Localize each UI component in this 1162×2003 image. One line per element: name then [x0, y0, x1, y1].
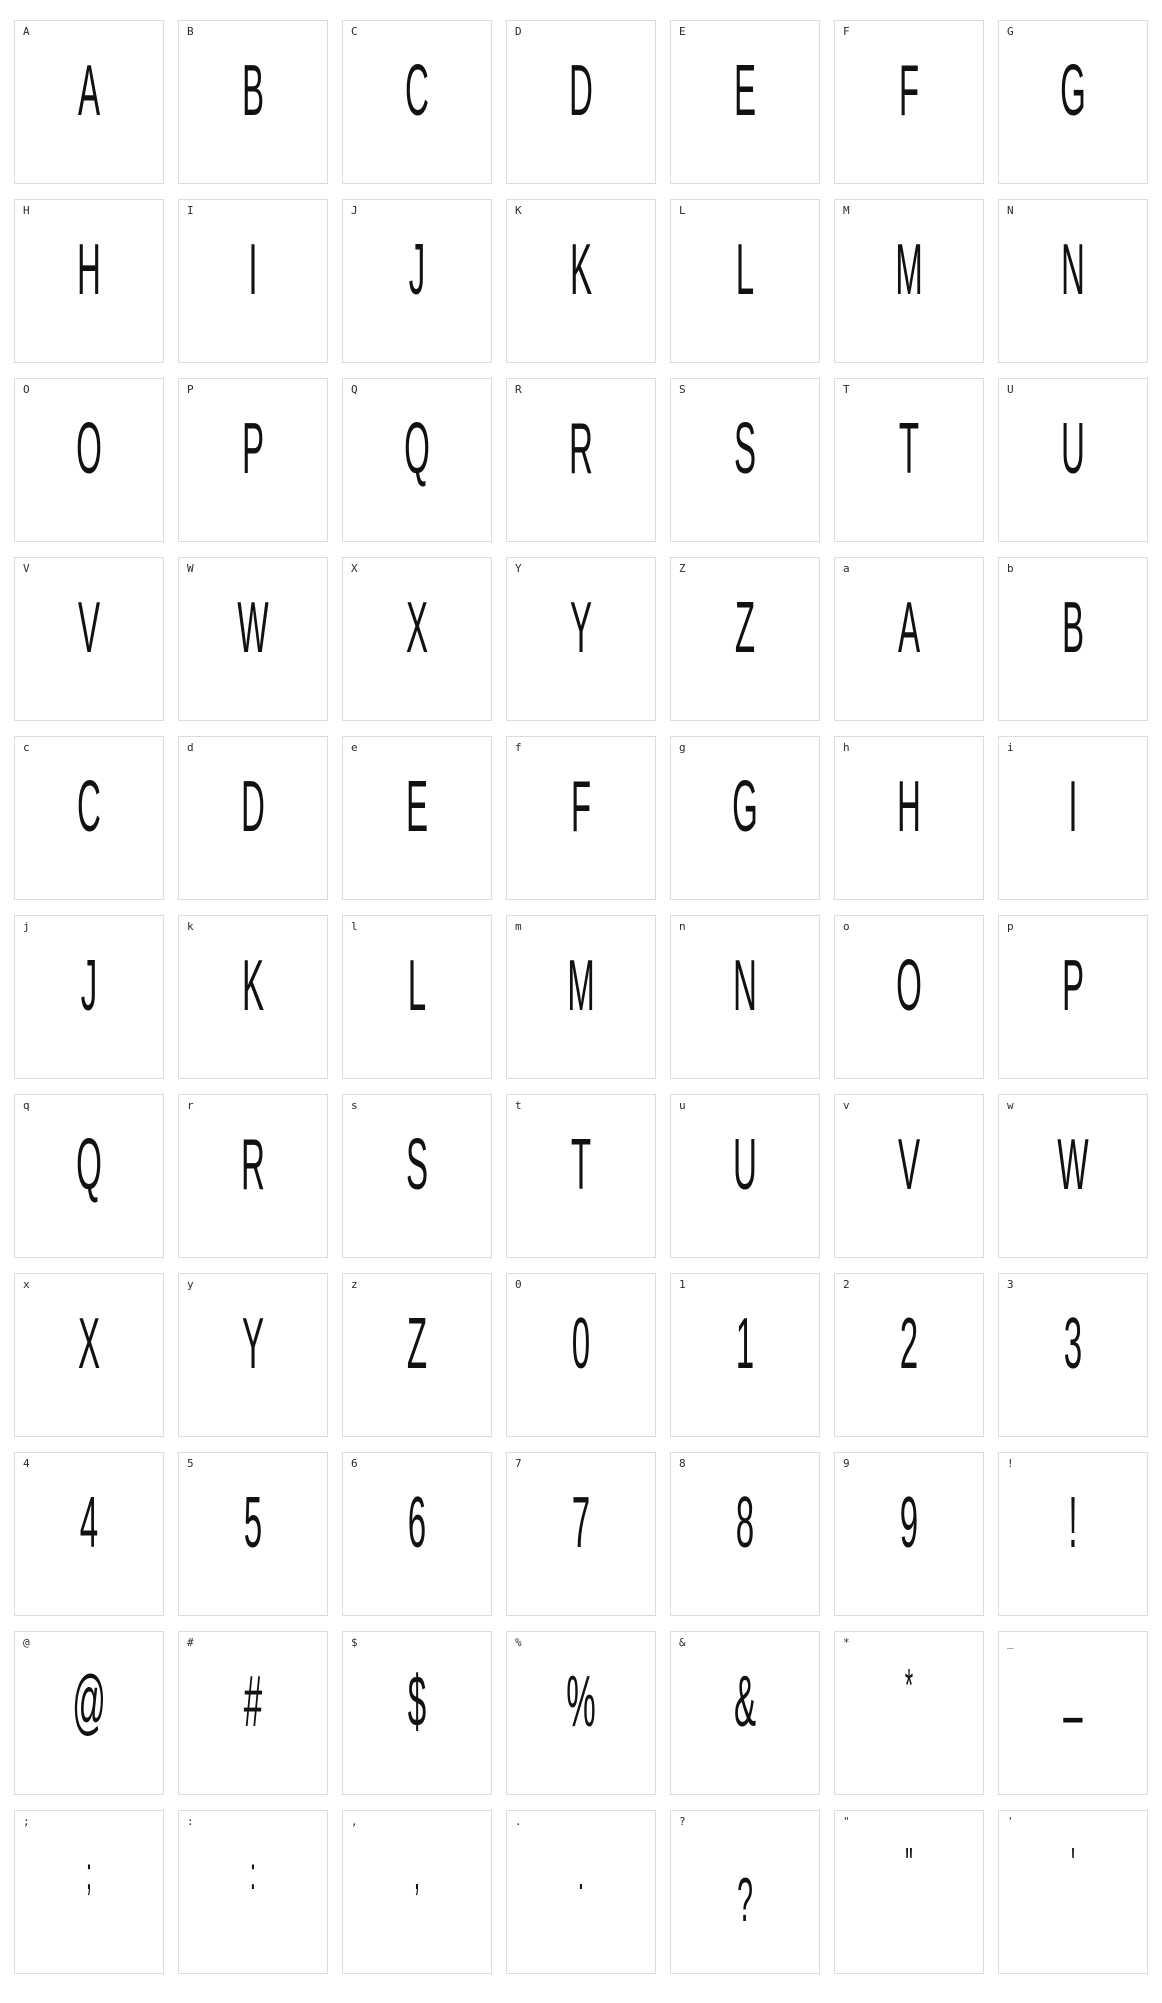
cell-character-label: y — [187, 1278, 194, 1291]
cell-character-label: ? — [679, 1815, 686, 1828]
cell-character-label: 4 — [23, 1457, 30, 1470]
glyph-cell — [998, 1273, 1148, 1437]
glyph-preview: J — [80, 946, 98, 1026]
cell-character-label: W — [187, 562, 194, 575]
glyph-cell — [342, 736, 492, 900]
glyph-cell — [178, 199, 328, 363]
glyph-cell — [998, 736, 1148, 900]
cell-character-label: L — [679, 204, 686, 217]
cell-character-label: J — [351, 204, 358, 217]
glyph-cell — [342, 557, 492, 721]
glyph-cell — [834, 1631, 984, 1795]
glyph-preview: C — [405, 51, 429, 131]
glyph-cell — [998, 915, 1148, 1079]
glyph-cell — [342, 199, 492, 363]
glyph-preview: F — [898, 51, 920, 131]
glyph-preview: Z — [406, 1304, 428, 1384]
cell-character-label: b — [1007, 562, 1014, 575]
glyph-preview: S — [733, 409, 757, 489]
glyph-preview: , — [414, 1847, 420, 1899]
glyph-preview: % — [566, 1662, 596, 1742]
cell-character-label: n — [679, 920, 686, 933]
cell-character-label: S — [679, 383, 686, 396]
glyph-preview: K — [241, 946, 265, 1026]
cell-character-label: s — [351, 1099, 358, 1112]
glyph-cell — [834, 915, 984, 1079]
cell-character-label: I — [187, 204, 194, 217]
glyph-cell — [670, 1094, 820, 1258]
glyph-cell — [14, 20, 164, 184]
glyph-cell — [342, 915, 492, 1079]
cell-character-label: a — [843, 562, 850, 575]
glyph-preview: W — [1057, 1125, 1089, 1205]
glyph-preview: A — [77, 51, 101, 131]
glyph-cell — [998, 199, 1148, 363]
glyph-cell — [834, 557, 984, 721]
glyph-preview: 9 — [899, 1483, 919, 1563]
cell-character-label: " — [843, 1815, 850, 1828]
glyph-preview: P — [1061, 946, 1085, 1026]
cell-character-label: 6 — [351, 1457, 358, 1470]
cell-character-label: 8 — [679, 1457, 686, 1470]
glyph-cell — [14, 736, 164, 900]
cell-character-label: $ — [351, 1636, 358, 1649]
cell-character-label: 2 — [843, 1278, 850, 1291]
cell-character-label: 5 — [187, 1457, 194, 1470]
glyph-preview: F — [570, 767, 592, 847]
glyph-cell — [670, 1273, 820, 1437]
glyph-cell — [506, 915, 656, 1079]
glyph-cell — [834, 1810, 984, 1974]
glyph-preview: 3 — [1063, 1304, 1083, 1384]
glyph-cell — [670, 915, 820, 1079]
glyph-cell — [670, 20, 820, 184]
glyph-cell — [14, 915, 164, 1079]
glyph-cell — [834, 1273, 984, 1437]
cell-character-label: . — [515, 1815, 522, 1828]
glyph-preview: G — [1060, 51, 1086, 131]
glyph-preview: H — [77, 230, 101, 310]
cell-character-label: V — [23, 562, 30, 575]
cell-character-label: R — [515, 383, 522, 396]
glyph-preview: 8 — [735, 1483, 755, 1563]
cell-character-label: P — [187, 383, 194, 396]
glyph-preview: M — [895, 230, 923, 310]
glyph-cell — [178, 915, 328, 1079]
glyph-cell — [178, 1452, 328, 1616]
cell-character-label: H — [23, 204, 30, 217]
glyph-preview: A — [897, 588, 921, 668]
glyph-cell — [342, 1810, 492, 1974]
glyph-cell — [342, 1094, 492, 1258]
cell-character-label: ; — [23, 1815, 30, 1828]
cell-character-label: & — [679, 1636, 686, 1649]
cell-character-label: # — [187, 1636, 194, 1649]
glyph-cell — [178, 1273, 328, 1437]
cell-character-label: _ — [1007, 1636, 1014, 1649]
glyph-preview: & — [733, 1662, 757, 1742]
glyph-preview: 7 — [571, 1483, 591, 1563]
glyph-cell — [670, 1452, 820, 1616]
glyph-cell — [998, 1631, 1148, 1795]
glyph-preview: S — [405, 1125, 429, 1205]
glyph-cell — [342, 20, 492, 184]
cell-character-label: h — [843, 741, 850, 754]
glyph-preview: ! — [1068, 1483, 1078, 1563]
glyph-cell — [834, 1094, 984, 1258]
cell-character-label: N — [1007, 204, 1014, 217]
glyph-cell — [506, 20, 656, 184]
glyph-cell — [670, 557, 820, 721]
glyph-preview: B — [241, 51, 265, 131]
cell-character-label: D — [515, 25, 522, 38]
glyph-preview: Q — [76, 1125, 102, 1205]
glyph-cell — [506, 1452, 656, 1616]
cell-character-label: q — [23, 1099, 30, 1112]
glyph-preview: U — [1061, 409, 1085, 489]
cell-character-label: E — [679, 25, 686, 38]
cell-character-label: U — [1007, 383, 1014, 396]
glyph-preview: 4 — [79, 1483, 99, 1563]
cell-character-label: * — [843, 1636, 850, 1649]
cell-character-label: 7 — [515, 1457, 522, 1470]
glyph-preview: I — [248, 230, 258, 310]
glyph-cell — [670, 736, 820, 900]
glyph-preview: ' — [1070, 1838, 1076, 1890]
glyph-preview: # — [243, 1662, 263, 1742]
glyph-cell — [342, 1452, 492, 1616]
glyph-cell — [178, 378, 328, 542]
glyph-preview: Q — [404, 409, 430, 489]
glyph-cell — [998, 557, 1148, 721]
cell-character-label: e — [351, 741, 358, 754]
cell-character-label: K — [515, 204, 522, 217]
glyph-preview: E — [405, 767, 429, 847]
glyph-preview: : — [250, 1847, 256, 1899]
cell-character-label: Z — [679, 562, 686, 575]
glyph-preview: * — [904, 1659, 914, 1711]
glyph-cell — [834, 1452, 984, 1616]
glyph-cell — [506, 1094, 656, 1258]
glyph-cell — [178, 20, 328, 184]
glyph-preview: R — [241, 1125, 265, 1205]
glyph-preview: Y — [241, 1304, 265, 1384]
glyph-cell — [14, 1273, 164, 1437]
glyph-cell — [998, 1452, 1148, 1616]
cell-character-label: z — [351, 1278, 358, 1291]
cell-character-label: x — [23, 1278, 30, 1291]
glyph-preview: 5 — [243, 1483, 263, 1563]
glyph-preview: L — [735, 230, 755, 310]
glyph-cell — [178, 557, 328, 721]
cell-character-label: f — [515, 741, 522, 754]
glyph-cell — [342, 1273, 492, 1437]
cell-character-label: ' — [1007, 1815, 1014, 1828]
glyph-preview: I — [1068, 767, 1078, 847]
glyph-cell — [14, 1631, 164, 1795]
glyph-preview: X — [77, 1304, 101, 1384]
glyph-preview: B — [1061, 588, 1085, 668]
glyph-cell — [834, 378, 984, 542]
glyph-preview: W — [237, 588, 269, 668]
cell-character-label: i — [1007, 741, 1014, 754]
cell-character-label: @ — [23, 1636, 30, 1649]
glyph-preview: C — [77, 767, 101, 847]
glyph-preview: N — [733, 946, 757, 1026]
cell-character-label: k — [187, 920, 194, 933]
glyph-preview: ; — [86, 1847, 92, 1899]
cell-character-label: g — [679, 741, 686, 754]
glyph-preview: X — [405, 588, 429, 668]
glyph-preview: V — [897, 1125, 921, 1205]
glyph-cell — [178, 1810, 328, 1974]
cell-character-label: M — [843, 204, 850, 217]
glyph-preview: J — [408, 230, 426, 310]
cell-character-label: X — [351, 562, 358, 575]
cell-character-label: : — [187, 1815, 194, 1828]
glyph-preview: 1 — [735, 1304, 755, 1384]
glyph-cell — [998, 1094, 1148, 1258]
cell-character-label: , — [351, 1815, 358, 1828]
glyph-cell — [178, 1631, 328, 1795]
glyph-cell — [342, 378, 492, 542]
glyph-preview: D — [241, 767, 265, 847]
glyph-cell — [178, 1094, 328, 1258]
glyph-cell — [670, 1631, 820, 1795]
glyph-preview: N — [1061, 230, 1085, 310]
glyph-preview: K — [569, 230, 593, 310]
cell-character-label: u — [679, 1099, 686, 1112]
glyph-cell — [506, 378, 656, 542]
glyph-preview: 0 — [571, 1304, 591, 1384]
cell-character-label: O — [23, 383, 30, 396]
glyph-cell — [670, 199, 820, 363]
glyph-cell — [834, 736, 984, 900]
cell-character-label: A — [23, 25, 30, 38]
glyph-preview: O — [76, 409, 102, 489]
glyph-preview: ? — [737, 1866, 753, 1935]
glyph-cell — [670, 378, 820, 542]
glyph-preview: G — [732, 767, 758, 847]
glyph-cell — [998, 378, 1148, 542]
glyph-preview: H — [897, 767, 921, 847]
cell-character-label: 9 — [843, 1457, 850, 1470]
glyph-preview: O — [896, 946, 922, 1026]
cell-character-label: Y — [515, 562, 522, 575]
glyph-preview: U — [733, 1125, 757, 1205]
cell-character-label: o — [843, 920, 850, 933]
glyph-preview: @ — [72, 1662, 106, 1742]
glyph-cell — [834, 199, 984, 363]
cell-character-label: d — [187, 741, 194, 754]
glyph-cell — [998, 20, 1148, 184]
glyph-preview: M — [567, 946, 595, 1026]
glyph-preview: 6 — [407, 1483, 427, 1563]
cell-character-label: C — [351, 25, 358, 38]
glyph-preview: _ — [1063, 1644, 1083, 1724]
glyph-preview: Y — [569, 588, 593, 668]
glyph-cell — [14, 1094, 164, 1258]
glyph-preview: T — [898, 409, 920, 489]
glyph-cell — [506, 736, 656, 900]
glyph-preview: 2 — [899, 1304, 919, 1384]
cell-character-label: p — [1007, 920, 1014, 933]
glyph-preview: P — [241, 409, 265, 489]
glyph-cell — [506, 199, 656, 363]
glyph-cell — [342, 1631, 492, 1795]
cell-character-label: t — [515, 1099, 522, 1112]
cell-character-label: T — [843, 383, 850, 396]
cell-character-label: l — [351, 920, 358, 933]
glyph-preview: T — [570, 1125, 592, 1205]
cell-character-label: 3 — [1007, 1278, 1014, 1291]
glyph-cell — [178, 736, 328, 900]
glyph-cell — [998, 1810, 1148, 1974]
cell-character-label: v — [843, 1099, 850, 1112]
glyph-preview: E — [733, 51, 757, 131]
cell-character-label: G — [1007, 25, 1014, 38]
glyph-preview: V — [77, 588, 101, 668]
cell-character-label: 0 — [515, 1278, 522, 1291]
glyph-preview: $ — [407, 1662, 427, 1742]
glyph-cell — [14, 557, 164, 721]
cell-character-label: B — [187, 25, 194, 38]
glyph-cell — [506, 1810, 656, 1974]
glyph-preview: " — [905, 1838, 913, 1890]
glyph-preview: . — [578, 1847, 584, 1899]
glyph-cell — [506, 1273, 656, 1437]
cell-character-label: w — [1007, 1099, 1014, 1112]
glyph-cell — [14, 1810, 164, 1974]
cell-character-label: F — [843, 25, 850, 38]
glyph-preview: L — [407, 946, 427, 1026]
glyph-preview: D — [569, 51, 593, 131]
cell-character-label: 1 — [679, 1278, 686, 1291]
glyph-cell — [14, 1452, 164, 1616]
glyph-cell — [506, 1631, 656, 1795]
glyph-cell — [14, 199, 164, 363]
cell-character-label: ! — [1007, 1457, 1014, 1470]
glyph-cell — [670, 1810, 820, 1974]
glyph-cell — [834, 20, 984, 184]
glyph-preview: R — [569, 409, 593, 489]
cell-character-label: m — [515, 920, 522, 933]
cell-character-label: c — [23, 741, 30, 754]
cell-character-label: % — [515, 1636, 522, 1649]
glyph-cell — [506, 557, 656, 721]
cell-character-label: j — [23, 920, 30, 933]
cell-character-label: Q — [351, 383, 358, 396]
glyph-cell — [14, 378, 164, 542]
glyph-preview: Z — [734, 588, 756, 668]
cell-character-label: r — [187, 1099, 194, 1112]
